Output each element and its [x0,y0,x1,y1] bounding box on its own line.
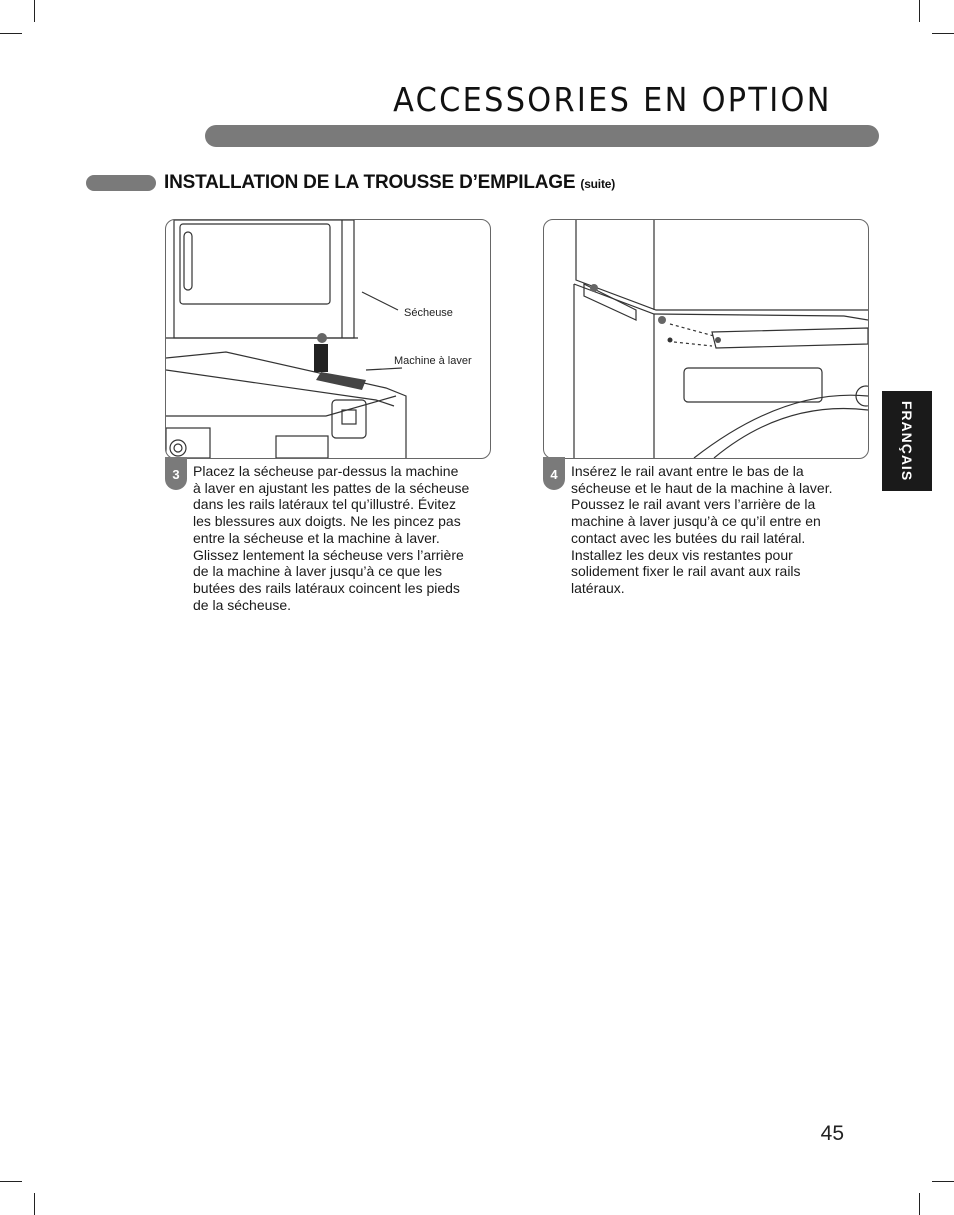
step-4-badge: 4 [543,457,565,490]
dryer-foot-marker [314,344,328,372]
section-marker [86,175,156,191]
slide-arrow [316,372,366,390]
step-3-illustration [165,219,491,459]
section-heading [164,170,615,197]
section-heading-text: INSTALLATION DE LA TROUSSE D’EMPILAGE [164,172,576,193]
callout-washer: Machine à laver [394,355,472,367]
screw-icon [668,338,673,343]
dryer-body-outline [174,220,354,338]
page-number: 45 [820,1122,844,1145]
title-divider-bar [205,125,879,147]
crop-mark [932,33,954,34]
crop-mark [34,0,35,22]
callout-dryer: Sécheuse [404,307,453,319]
step-4-text: Insérez le rail avant entre le bas de la sécheuse et le haut de la machine à laver. Poussez le rail avant vers l’arrière de la machine à laver jusqu’à ce qu’il entre en contact avec les butées du rail latéral. Installez les deux vis restantes pour solidement fixer le rail avant aux rails latéraux. [571,463,833,596]
step-3-badge: 3 [165,457,187,490]
screw-hole-icon [715,337,721,343]
step-4-illustration [543,219,869,459]
language-tab-label: FRANÇAIS [899,400,915,482]
dryer-over-washer-drawing [166,220,490,458]
crop-mark [0,33,22,34]
crop-mark [34,1193,35,1215]
crop-mark [0,1181,22,1182]
screw-icon [658,316,666,324]
language-tab [882,391,932,491]
crop-mark [919,0,920,22]
section-heading-suffix: (suite) [580,177,616,191]
crop-mark [932,1181,954,1182]
step-3-text: Placez la sécheuse par-dessus la machine à laver en ajustant les pattes de la sécheuse dans les rails latéraux tel qu’illustré. Évitez les blessures aux doigts. Ne les pincez pas entre la sécheuse et la machine à laver. Glissez lentement la sécheuse vers l’arrière de la machine à laver jusqu’à ce que les butées des rails latéraux coincent les pieds de la sécheuse. [193,463,470,613]
crop-mark [919,1193,920,1215]
page-title: ACCESSORIES EN OPTION [393,80,832,119]
front-rail-install-drawing [544,220,868,458]
screw-icon [590,284,598,292]
front-rail-outline [712,328,868,348]
